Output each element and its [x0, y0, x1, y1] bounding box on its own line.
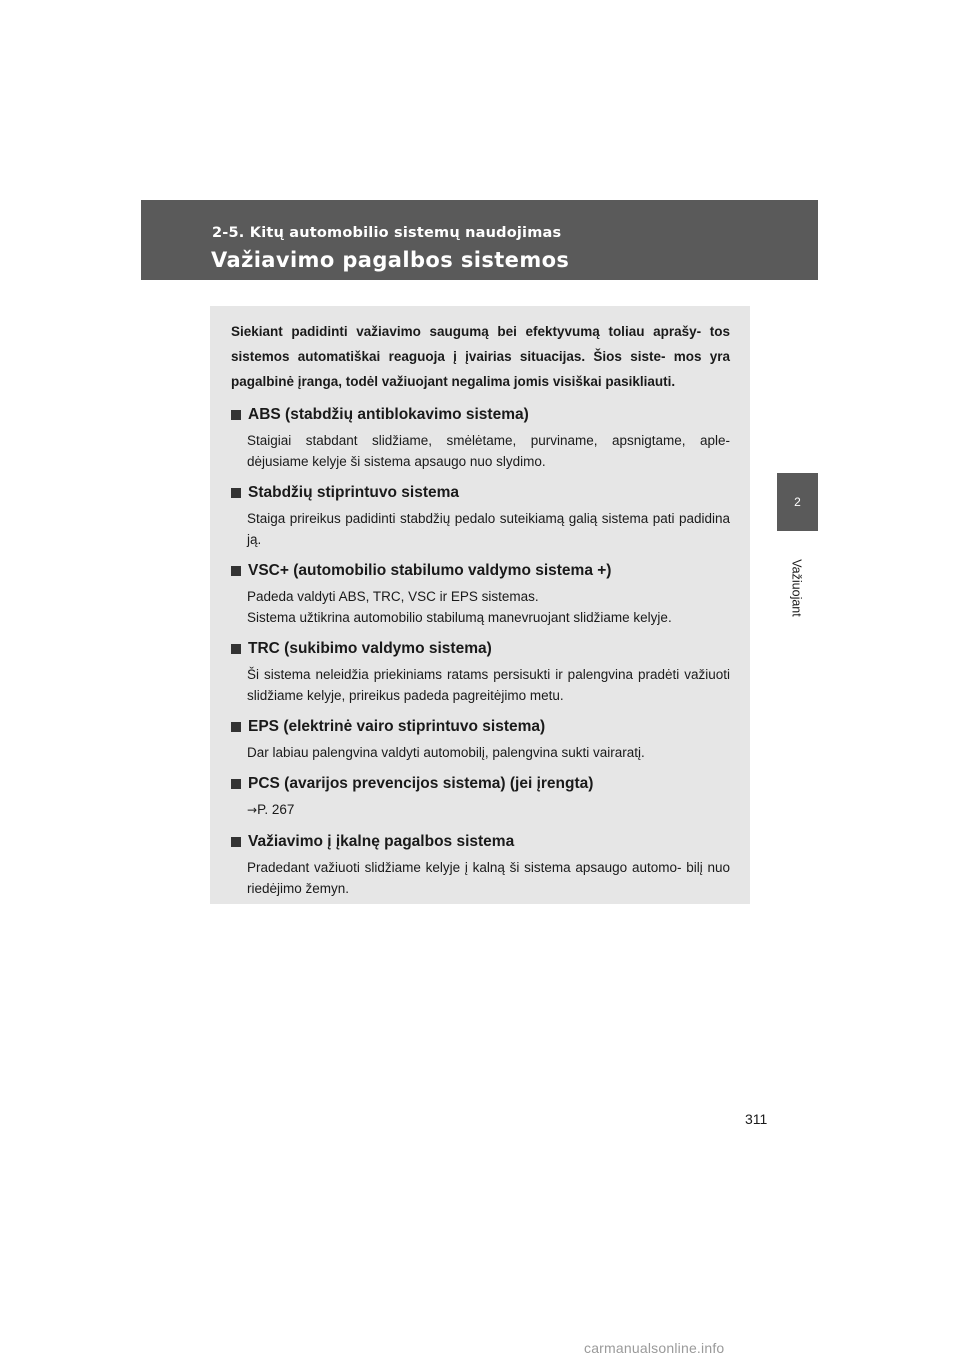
- square-bullet-icon: [231, 566, 241, 576]
- item-heading: [231, 482, 730, 504]
- item-body: [247, 586, 730, 628]
- list-item: [231, 404, 730, 472]
- item-heading-text: Stabdžių stiprintuvo sistema: [248, 484, 460, 501]
- watermark: carmanualsonline.info: [584, 1340, 725, 1356]
- item-body: Dar labiau palengvina valdyti automobilį, palengvina sukti vairaratį.: [247, 745, 645, 760]
- page-reference[interactable]: [247, 799, 730, 821]
- page-title: Važiavimo pagalbos sistemos: [211, 248, 570, 272]
- chapter-label-text: Važiuojant: [790, 559, 805, 617]
- square-bullet-icon: [231, 410, 241, 420]
- intro-paragraph: Siekiant padidinti važiavimo saugumą bei efektyvumą toliau aprašy- tos sistemos automatiškai reaguoja į įvairias situacijas. Šios siste- mos yra pagalbinė įranga, todėl važiuojant negalima jomis visiškai pasikliauti.: [231, 324, 730, 389]
- item-heading-text: Važiavimo į įkalnę pagalbos sistema: [248, 833, 515, 850]
- list-item: [231, 482, 730, 550]
- section-label: 2-5. Kitų automobilio sistemų naudojimas: [212, 225, 562, 241]
- item-body: Pradedant važiuoti slidžiame kelyje į kalną ši sistema apsaugo automo- bilį nuo riedėjimo žemyn.: [247, 860, 730, 896]
- square-bullet-icon: [231, 488, 241, 498]
- item-body: Staigiai stabdant slidžiame, smėlėtame, purviname, apsnigtame, aple- dėjusiame kelyje ši sistema apsaugo nuo slydimo.: [247, 433, 730, 469]
- item-body: Ši sistema neleidžia priekiniams ratams persisukti ir palengvina pradėti važiuoti slidžiame kelyje, prireikus padeda pagreitėjimo metu.: [247, 667, 730, 703]
- item-heading: [231, 404, 730, 426]
- item-heading-text: ABS (stabdžių antiblokavimo sistema): [248, 406, 529, 423]
- section-header-band: [141, 200, 818, 280]
- page-reference-text[interactable]: P. 267: [257, 802, 295, 817]
- square-bullet-icon: [231, 779, 241, 789]
- item-body: Staiga prireikus padidinti stabdžių pedalo suteikiamą galią sistema pati padidina ją.: [247, 511, 730, 547]
- item-heading: [231, 716, 730, 738]
- item-heading: [231, 638, 730, 660]
- item-heading: [231, 773, 730, 795]
- square-bullet-icon: [231, 837, 241, 847]
- item-heading: [231, 560, 730, 582]
- list-item: [231, 716, 730, 763]
- item-heading-text: VSC+ (automobilio stabilumo valdymo sistema +): [248, 562, 612, 579]
- item-heading-text: PCS (avarijos prevencijos sistema) (jei įrengta): [248, 775, 594, 792]
- list-item: [231, 638, 730, 706]
- square-bullet-icon: [231, 722, 241, 732]
- item-body-line: Padeda valdyti ABS, TRC, VSC ir EPS sistemas.: [247, 589, 539, 604]
- item-heading-text: TRC (sukibimo valdymo sistema): [248, 640, 492, 657]
- square-bullet-icon: [231, 644, 241, 654]
- item-heading: [231, 831, 730, 853]
- item-heading-text: EPS (elektrinė vairo stiprintuvo sistema): [248, 718, 546, 735]
- list-item: [231, 773, 730, 821]
- list-item: [231, 560, 730, 628]
- content-box: [210, 306, 750, 904]
- page-number: 311: [745, 1111, 768, 1127]
- chapter-tab: [777, 473, 818, 531]
- item-body-line: Sistema užtikrina automobilio stabilumą manevruojant slidžiame kelyje.: [247, 610, 672, 625]
- arrow-right-icon: →: [247, 803, 258, 817]
- list-item: [231, 831, 730, 899]
- chapter-label: [787, 548, 807, 628]
- chapter-number: 2: [794, 495, 801, 509]
